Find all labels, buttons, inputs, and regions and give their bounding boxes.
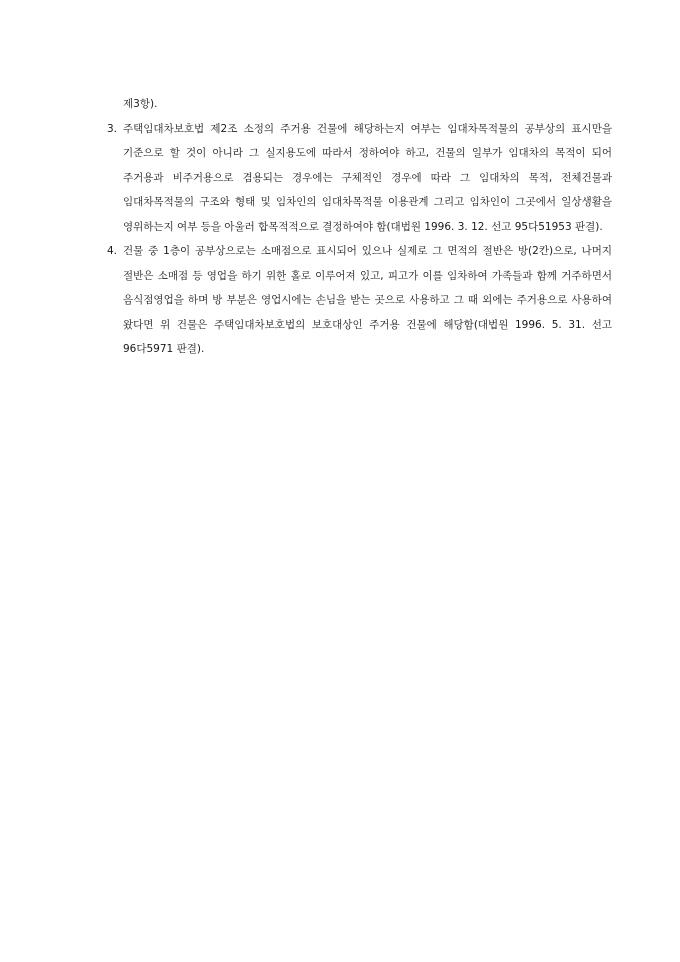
list-item-number: 4. — [107, 245, 118, 257]
continuation-line: 제3항). — [123, 98, 158, 110]
document-body — [107, 92, 612, 362]
list-item — [107, 117, 612, 240]
list-item-text: 주택임대차보호법 제2조 소정의 주거용 건물에 해당하는지 여부는 임대차목적물의 공부상의 표시만을 기준으로 할 것이 아니라 그 실지용도에 따라서 정하여야 하고, 건물의 일부가 임대차의 목적이 되어 주거용과 비주거용으로 겸용되는 경우에는 구체적인 경우에 따라 그 임대차의 목적, 전체건물과 임대차목적물의 구조와 형태 및 임차인의 임대차목적물 이용관계 그리고 임차인이 그곳에서 일상생활을 영위하는지 여부 등을 아울러 합목적적으로 결정하여야 함(대법원 1996. 3. 12. 선고 95다51953 판결). — [123, 122, 612, 233]
list-item-text: 건물 중 1층이 공부상으로는 소매점으로 표시되어 있으나 실제로 그 면적의 절반은 방(2칸)으로, 나머지 절반은 소매점 등 영업을 하기 위한 홀로 이루어져 있고, 피고가 이를 임차하여 가족들과 함께 거주하면서 음식점영업을 하며 방 부분은 영업시에는 손님을 받는 곳으로 사용하고 그 때 외에는 주거용으로 사용하여 왔다면 위 건물은 주택임대차보호법의 보호대상인 주거용 건물에 해당함(대법원 1996. 5. 31. 선고 96다5971 판결). — [123, 245, 612, 355]
list-item — [107, 239, 612, 362]
list-item-number: 3. — [107, 122, 118, 135]
